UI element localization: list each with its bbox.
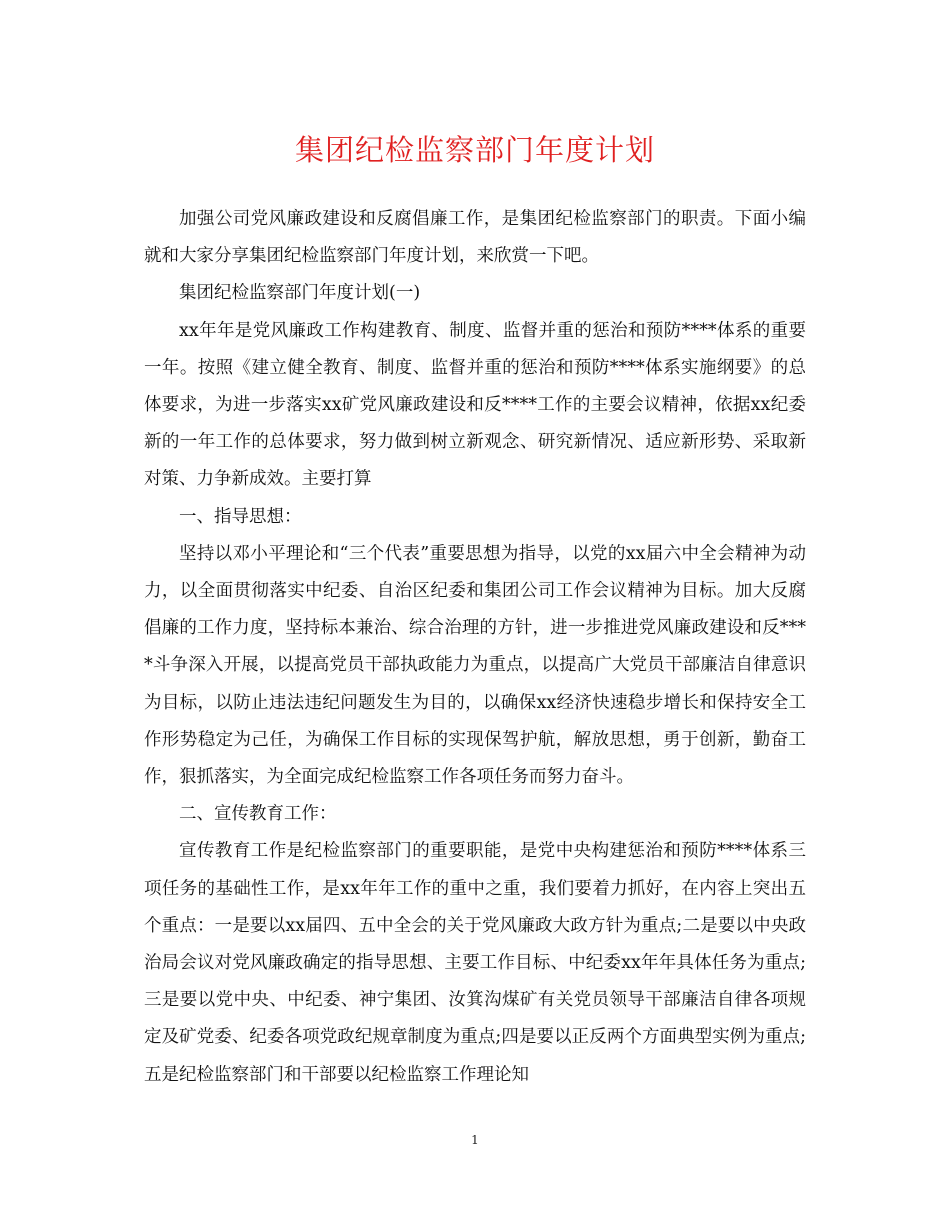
document-title: 集团纪检监察部门年度计划: [294, 133, 655, 167]
document-body: [144, 201, 806, 1094]
section-heading-publicity-education: 二、宣传教育工作：: [179, 804, 337, 825]
paragraph-guiding-ideology: 坚持以邓小平理论和“三个代表”重要思想为指导，以党的xx届六中全会精神为动力，以全面贯彻落实中纪委、自治区纪委和集团公司工作会议精神为目标。加大反腐倡廉的工作力度，坚持标本兼治、综合治理的方针，进一步推进党风廉政建设和反****斗争深入开展，以提高党员干部执政能力为重点，以提高广大党员干部廉洁自律意识为目标，以防止违法违纪问题发生为目的，以确保xx经济快速稳步增长和保持安全工作形势稳定为己任，为确保工作目标的实现保驾护航，解放思想，勇于创新，勤奋工作，狠抓落实，为全面完成纪检监察工作各项任务而努力奋斗。: [144, 543, 806, 788]
paragraph-intro: 加强公司党风廉政建设和反腐倡廉工作，是集团纪检监察部门的职责。下面小编就和大家分享集团纪检监察部门年度计划，来欣赏一下吧。: [144, 209, 806, 267]
page-number: 1: [471, 1133, 479, 1147]
paragraph-publicity-education: 宣传教育工作是纪检监察部门的重要职能，是党中央构建惩治和预防****体系三项任务的基础性工作，是xx年年工作的重中之重，我们要着力抓好，在内容上突出五个重点：一是要以xx届四、五中全会的关于党风廉政大政方针为重点;二是要以中央政治局会议对党风廉政确定的指导思想、主要工作目标、中纪委xx年年具体任务为重点;三是要以党中央、中纪委、神宁集团、汝箕沟煤矿有关党员领导干部廉洁自律各项规定及矿党委、纪委各项党政纪规章制度为重点;四是要以正反两个方面典型实例为重点;五是纪检监察部门和干部要以纪检监察工作理论知: [144, 841, 806, 1085]
section-heading-guiding-ideology: 一、指导思想：: [179, 506, 302, 527]
paragraph-overview: xx年年是党风廉政工作构建教育、制度、监督并重的惩治和预防****体系的重要一年。按照《建立健全教育、制度、监督并重的惩治和预防****体系实施纲要》的总体要求，为进一步落实xx矿党风廉政建设和反****工作的主要会议精神，依据xx纪委新的一年工作的总体要求，努力做到树立新观念、研究新情况、适应新形势、采取新对策、力争新成效。主要打算: [144, 320, 806, 490]
paragraph-subtitle: 集团纪检监察部门年度计划(一): [179, 283, 421, 304]
